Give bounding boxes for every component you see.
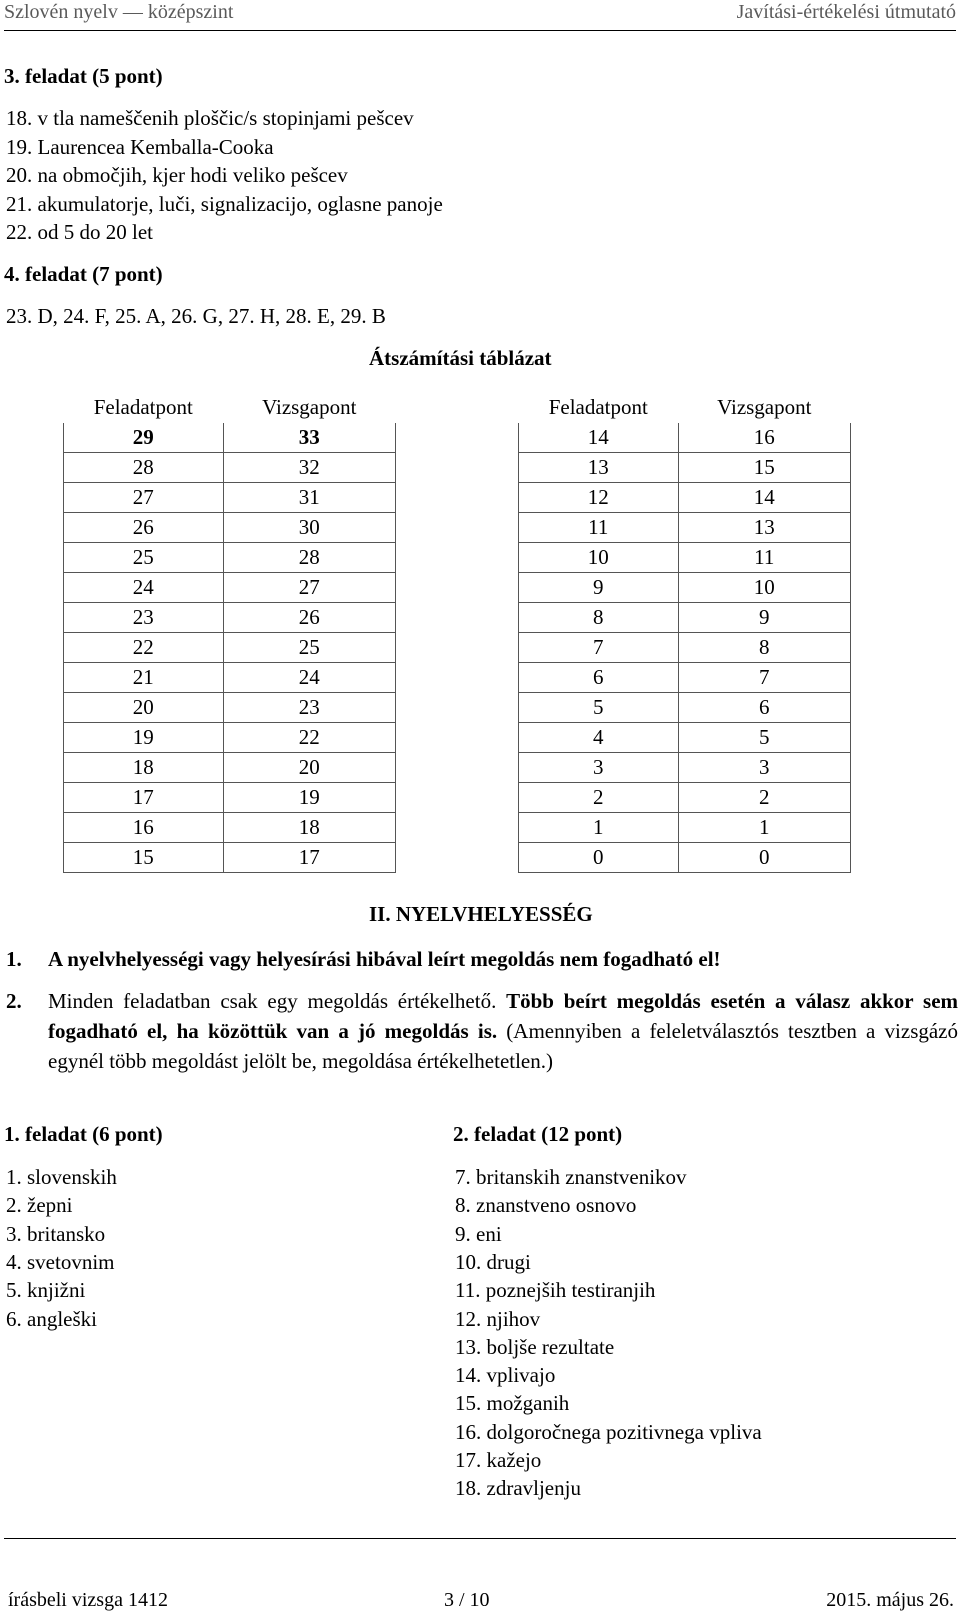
feladatpont-cell: 11 (519, 513, 679, 543)
list-item: 9. eni (455, 1221, 502, 1246)
task4-title: 4. feladat (7 pont) (4, 262, 163, 286)
vizsgapont-cell: 11 (678, 543, 850, 573)
table-row (64, 813, 396, 843)
conversion-table-right (518, 392, 851, 873)
list-item: 5. knjižni (6, 1278, 86, 1303)
table-row (519, 723, 851, 753)
feladatpont-cell: 23 (64, 603, 224, 633)
vizsgapont-cell: 24 (223, 663, 395, 693)
table-row (519, 603, 851, 633)
feladatpont-cell: 8 (519, 603, 679, 633)
table-row (519, 753, 851, 783)
list-item: 11. poznejših testiranjih (455, 1278, 656, 1303)
feladatpont-cell: 0 (519, 843, 679, 873)
table-row (64, 573, 396, 603)
vizsgapont-cell: 25 (223, 633, 395, 663)
vizsgapont-cell: 13 (678, 513, 850, 543)
rule-1 (6, 944, 956, 974)
feladatpont-cell: 14 (519, 423, 679, 453)
vizsgapont-cell: 30 (223, 513, 395, 543)
header-doc-type: Javítási-értékelési útmutató (736, 1, 956, 23)
list-item: 15. možganih (455, 1391, 570, 1416)
rule-text (48, 986, 958, 1076)
vizsgapont-cell: 20 (223, 753, 395, 783)
feladatpont-cell: 2 (519, 783, 679, 813)
vizsgapont-cell: 7 (678, 663, 850, 693)
table-row (519, 663, 851, 693)
list-item: 4. svetovnim (6, 1249, 115, 1274)
vizsgapont-cell: 2 (678, 783, 850, 813)
feladatpont-cell: 12 (519, 483, 679, 513)
s2-task1-title: 1. feladat (6 pont) (4, 1122, 163, 1146)
feladatpont-cell: 5 (519, 693, 679, 723)
header-subject: Szlovén nyelv — középszint (4, 1, 234, 23)
list-item: 14. vplivajo (455, 1363, 556, 1388)
feladatpont-cell: 1 (519, 813, 679, 843)
vizsgapont-cell: 5 (678, 723, 850, 753)
vizsgapont-cell: 3 (678, 753, 850, 783)
table-row (519, 813, 851, 843)
vizsgapont-cell: 22 (223, 723, 395, 753)
table-row (519, 843, 851, 873)
vizsgapont-cell: 10 (678, 573, 850, 603)
table-row (519, 423, 851, 453)
task3-item: 20. na območjih, kjer hodi veliko pešcev (6, 163, 348, 187)
feladatpont-cell: 6 (519, 663, 679, 693)
feladatpont-cell: 20 (64, 693, 224, 723)
s2-task2-title: 2. feladat (12 pont) (453, 1122, 623, 1146)
table-row (64, 603, 396, 633)
vizsgapont-cell: 1 (678, 813, 850, 843)
conversion-table-left (63, 392, 396, 873)
rule-number: 1. (6, 947, 22, 971)
section2-title: II. NYELVHELYESSÉG (369, 902, 593, 926)
list-item: 2. žepni (6, 1193, 73, 1218)
feladatpont-cell: 27 (64, 483, 224, 513)
table-row (64, 543, 396, 573)
table-row (519, 693, 851, 723)
list-item: 1. slovenskih (6, 1165, 117, 1189)
rule-text-part: Minden feladatban csak egy megoldás értékelhető. (48, 989, 507, 1013)
list-item: 12. njihov (455, 1306, 541, 1331)
table-row (64, 843, 396, 873)
feladatpont-cell: 21 (64, 663, 224, 693)
table-row (64, 423, 396, 453)
table-row (64, 633, 396, 663)
rule-2 (6, 986, 959, 1106)
feladatpont-cell: 18 (64, 753, 224, 783)
feladatpont-cell: 4 (519, 723, 679, 753)
vizsgapont-cell: 6 (678, 693, 850, 723)
task3-title: 3. feladat (5 pont) (4, 64, 163, 88)
list-item: 13. boljše rezultate (455, 1334, 615, 1359)
task3-item: 22. od 5 do 20 let (6, 220, 153, 244)
table-row (519, 633, 851, 663)
table-row (64, 693, 396, 723)
footer-exam-id: írásbeli vizsga 1412 (8, 1589, 168, 1611)
vizsgapont-cell: 33 (223, 423, 395, 453)
list-item: 8. znanstveno osnovo (455, 1193, 637, 1218)
footer-date: 2015. május 26. (826, 1589, 954, 1611)
table-row (64, 513, 396, 543)
task3-item: 18. v tla nameščenih ploščic/s stopinjami pešcev (6, 106, 414, 130)
conversion-title: Átszámítási táblázat (369, 346, 552, 370)
list-item: 18. zdravljenju (455, 1476, 581, 1501)
feladatpont-cell: 28 (64, 453, 224, 483)
task4-answers: 23. D, 24. F, 25. A, 26. G, 27. H, 28. E, 29. B (6, 304, 386, 328)
feladatpont-cell: 26 (64, 513, 224, 543)
vizsgapont-cell: 23 (223, 693, 395, 723)
table-row (519, 573, 851, 603)
feladatpont-cell: 15 (64, 843, 224, 873)
list-item: 17. kažejo (455, 1448, 542, 1472)
column-header: Vizsgapont (717, 395, 812, 419)
feladatpont-cell: 25 (64, 543, 224, 573)
feladatpont-cell: 17 (64, 783, 224, 813)
table-row (64, 723, 396, 753)
vizsgapont-cell: 32 (223, 453, 395, 483)
vizsgapont-cell: 9 (678, 603, 850, 633)
vizsgapont-cell: 31 (223, 483, 395, 513)
table-row (64, 753, 396, 783)
list-item: 3. britansko (6, 1221, 106, 1246)
task3-item: 21. akumulatorje, luči, signalizacijo, oglasne panoje (6, 192, 443, 216)
table-row (519, 783, 851, 813)
table-row (519, 513, 851, 543)
page-footer (4, 1538, 956, 1610)
table-row (64, 783, 396, 813)
rule-text: A nyelvhelyességi vagy helyesírási hibával leírt megoldás nem fogadható el! (48, 947, 721, 971)
column-header: Feladatpont (548, 395, 648, 419)
vizsgapont-cell: 15 (678, 453, 850, 483)
vizsgapont-cell: 17 (223, 843, 395, 873)
vizsgapont-cell: 14 (678, 483, 850, 513)
vizsgapont-cell: 16 (678, 423, 850, 453)
vizsgapont-cell: 18 (223, 813, 395, 843)
page-header (4, 0, 956, 31)
feladatpont-cell: 22 (64, 633, 224, 663)
vizsgapont-cell: 0 (678, 843, 850, 873)
vizsgapont-cell: 19 (223, 783, 395, 813)
task3-item: 19. Laurencea Kemballa-Cooka (6, 135, 274, 159)
column-header: Feladatpont (93, 395, 193, 419)
feladatpont-cell: 10 (519, 543, 679, 573)
list-item: 16. dolgoročnega pozitivnega vpliva (455, 1419, 762, 1444)
table-row (519, 453, 851, 483)
feladatpont-cell: 9 (519, 573, 679, 603)
table-row (519, 543, 851, 573)
feladatpont-cell: 24 (64, 573, 224, 603)
vizsgapont-cell: 28 (223, 543, 395, 573)
vizsgapont-cell: 27 (223, 573, 395, 603)
feladatpont-cell: 29 (64, 423, 224, 453)
feladatpont-cell: 13 (519, 453, 679, 483)
table-row (519, 483, 851, 513)
table-row (64, 483, 396, 513)
vizsgapont-cell: 26 (223, 603, 395, 633)
list-item: 10. drugi (455, 1249, 531, 1274)
list-item: 7. britanskih znanstvenikov (455, 1165, 687, 1189)
vizsgapont-cell: 8 (678, 633, 850, 663)
rule-text-part: (Amennyiben a feleletválasztós tesztben a vizsgázó egynél több megoldást jelölt be, megoldása értékelhetetlen.) (48, 1019, 959, 1073)
rule-number: 2. (6, 989, 22, 1013)
feladatpont-cell: 16 (64, 813, 224, 843)
rule-text-emphasis: Több beírt megoldás esetén a válasz akkor sem fogadható el, ha közöttük van a jó megoldás is. (48, 989, 959, 1043)
feladatpont-cell: 19 (64, 723, 224, 753)
column-header: Vizsgapont (262, 395, 357, 419)
footer-page-number: 3 / 10 (444, 1589, 490, 1611)
feladatpont-cell: 7 (519, 633, 679, 663)
list-item: 6. angleški (6, 1306, 97, 1331)
feladatpont-cell: 3 (519, 753, 679, 783)
table-row (64, 453, 396, 483)
table-row (64, 663, 396, 693)
